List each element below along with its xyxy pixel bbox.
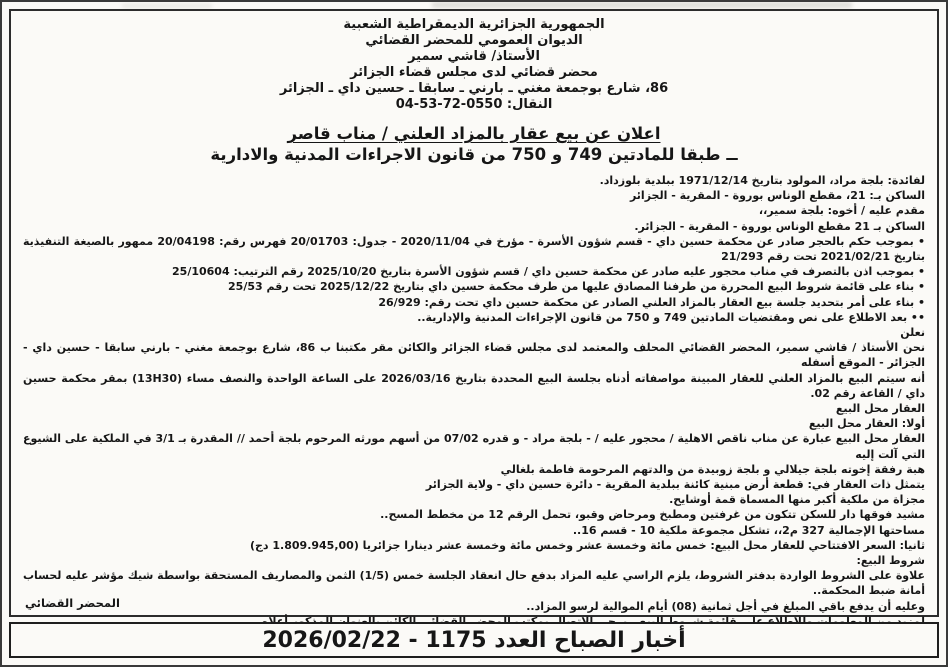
body-line-authorization: • بموجب اذن بالتصرف في مناب محجور عليه صادر عن محكمة حسين داي / قسم شؤون الأسرة بتاريخ 2025/10/20 رقم الترتيب: 25/10604 — [172, 265, 925, 279]
bailiff-signature-label: المحضر القضائي — [25, 596, 120, 610]
body-line-parcel: مجزاة من ملكية أكبر منها المسماة قمة أوشايح. — [669, 493, 925, 507]
body-line-beneficiary: لفائدة: بلجة مراد، المولود بتاريخ 1971/12/14 ببلدية بلوزداد. — [599, 174, 925, 187]
notice-title-line1-text: اعلان عن بيع عقار بالمزاد العلني / مناب قاصر — [287, 124, 661, 143]
letterhead-office-line: الديوان العمومي للمحضر القضائي — [365, 33, 583, 48]
notice-main-box — [9, 9, 939, 617]
letterhead-address-line: 86، شارع بوجمعة مغني ـ بارني ـ سابقا ـ حسين داي ـ الجزائر — [279, 81, 669, 96]
letterhead-phone-line: النقال: 0550-72-53-04 — [395, 97, 553, 112]
scan-artifact — [122, 4, 212, 8]
bailiff-letterhead — [23, 17, 925, 113]
body-line-auction-date: أنه سيتم البيع بالمزاد العلني للعقار المبينة مواصفاته أدناه بجلسة البيع المحددة بتاريخ 2026/03/16 على الساعة الواحدة والنصف مساء (13H30) بمقر محكمة حسين داي / القاعة رقم 02. — [23, 371, 925, 400]
letterhead-republic-line: الجمهورية الجزائرية الديمقراطية الشعبية — [343, 17, 605, 32]
body-line-session-order: • بناء على أمر بتحديد جلسة بيع العقار بالمزاد العلني الصادر عن محكمة حسين داي تحت رقم: 26/929 — [378, 295, 925, 309]
body-line-property-share: العقار محل البيع عبارة عن مناب ناقص الاهلية / محجور عليه / - بلجة مراد - و قدره 07/02 من أسهم مورثه المرحوم بلجة أحمد // المقدرة بـ 3/1 في الملكية على الشيوع التي آلت إليه — [23, 432, 925, 461]
body-line-house-description: مشيد فوقها دار للسكن تتكون من غرفتين ومطبخ ومرحاض وقبو، تحمل الرقم 12 من مخطط المسح.. — [380, 508, 925, 522]
body-line-articles: •• بعد الاطلاع على نص ومقتضيات المادتين 749 و 750 من قانون الإجراءات المدنية والإدارية.. — [417, 310, 925, 324]
notice-title — [23, 123, 925, 165]
body-line-sale-conditions-heading: شروط البيع: — [856, 554, 925, 568]
body-line-remaining-payment: وعليه أن يدفع باقي المبلغ في أجل ثمانية (08) أيام الموالية لرسو المزاد.. — [526, 599, 925, 613]
notice-body — [23, 173, 925, 629]
newspaper-footer-banner — [9, 622, 939, 658]
body-line-guardian: مقدم عليه / أخوه: بلجة سمير،، — [758, 204, 925, 218]
body-line-conditions-list: • بناء على قائمة شروط البيع المحررة من طرفنا المصادق عليها من طرف محكمة حسين داي بتاريخ 2025/12/22 تحت رقم 25/53 — [228, 280, 925, 294]
body-line-payment-condition: علاوة على الشروط الواردة بدفتر الشروط، يلزم الراسي عليه المزاد بدفع حال انعقاد الجلسة خمس (1/5) الثمن والمصاريف المستحقة بواسطة شيك مؤشر عليه لحساب أمانة ضبط المحكمة.. — [23, 569, 926, 598]
letterhead-bailiff-name: الأستاذ/ قاشي سمير — [408, 49, 540, 64]
body-line-bailiff-statement: نحن الأستاذ / قاشي سمير، المحضر القضائي المحلف والمعتمد لدى مجلس قضاء الجزائر والكائن مقر مكتبنا ب 86، شارع بوجمعة مغني - بارني سابقا - حسين داي - الجزائر - الموقع أسفله — [23, 341, 925, 370]
body-line-property-heading: العقار محل البيع — [835, 402, 925, 416]
body-line-opening-price: ثانيا: السعر الافتتاحي للعقار محل البيع: خمس مائة وخمسة عشر وخمس مائة وخمسة عشر دينارا جزائريا (1.809.945,00 دج) — [249, 538, 925, 552]
body-line-property-description: يتمثل ذات العقار في: قطعة أرض مبنية كائنة ببلدية المقرية - دائرة حسين داي - ولاية الجزائر — [425, 478, 925, 492]
notice-title-line1 — [23, 123, 925, 144]
letterhead-function-line: محضر قضائي لدى مجلس قضاء الجزائر — [350, 65, 598, 80]
body-line-address2: الساكن بـ 21 مقطع الوناس بوروة - المقرية - الجزائر. — [634, 219, 925, 233]
newspaper-issue-date: أخبار الصباح العدد 1175 - 2026/02/22 — [262, 627, 686, 653]
body-line-first-heading: أولا: العقار محل البيع — [808, 417, 925, 431]
notice-title-line2: ــ طبقا للمادتين 749 و 750 من قانون الاجراءات المدنية والادارية — [210, 145, 738, 164]
scan-artifact — [432, 2, 852, 8]
body-line-donation: هبة رفقة إخوته بلجة جيلالي و بلجة زوبيدة من والدتهم المرحومة فاطمة بلغالي — [500, 462, 925, 476]
body-line-judgment: • بموجب حكم بالحجر صادر عن محكمة حسين داي - قسم شؤون الأسرة - مؤرخ في 2020/11/04 - جدول: 20/01703 فهرس رقم: 20/04198 ممهور بالصيغة التنفيذية بتاريخ 2021/02/21 تحت رقم 21/293 — [23, 234, 925, 264]
body-line-surface: مساحتها الإجمالية 327 م2،، تشكل مجموعة ملكية 10 - قسم 16.. — [572, 523, 925, 537]
body-line-address1: الساكن بـ: 21، مقطع الوناس بوروة - المقرية - الجزائر — [629, 189, 925, 203]
body-line-we-announce: نعلن — [900, 326, 925, 340]
